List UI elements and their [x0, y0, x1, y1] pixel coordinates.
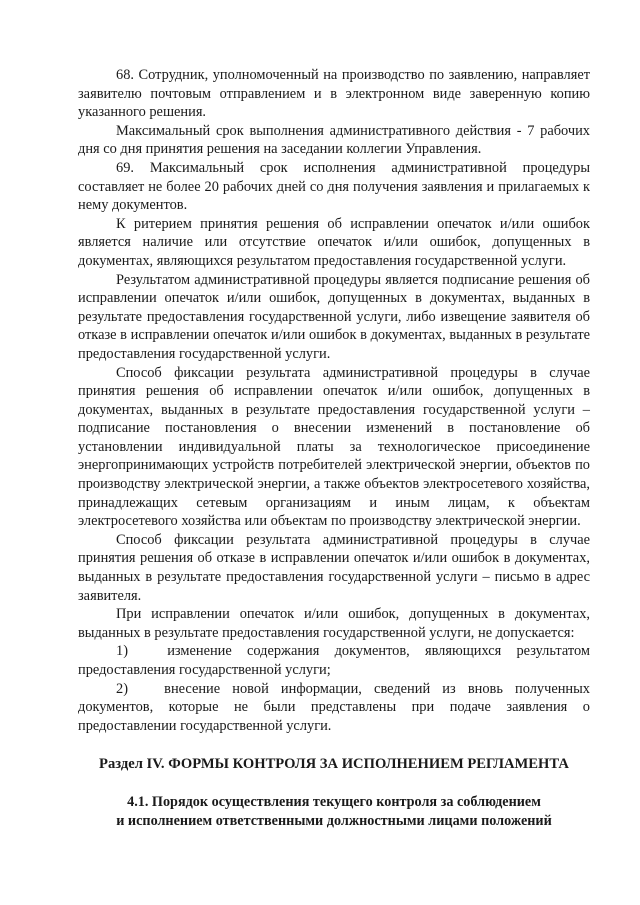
- list-item-text: изменение содержания документов, являющихся результатом предоставления государственной услуги;: [78, 643, 590, 678]
- list-item: [78, 680, 590, 736]
- paragraph: Максимальный срок выполнения административного действия - 7 рабочих дня со дня принятия решения на заседании коллегии Управления.: [78, 122, 590, 158]
- paragraph: 69. Максимальный срок исполнения административной процедуры составляет не более 20 рабочих дней со дня получения заявления и прилагаемых к нему документов.: [78, 159, 590, 214]
- document-page: [78, 66, 590, 831]
- paragraph: К ритерием принятия решения об исправлении опечаток и/или ошибок является наличие или отсутствие опечаток и/или ошибок, допущенных в документах, являющихся результатом предоставления государственной услуги.: [78, 215, 590, 269]
- section-title: Раздел IV. ФОРМЫ КОНТРОЛЯ ЗА ИСПОЛНЕНИЕМ РЕГЛАМЕНТА: [99, 756, 569, 773]
- paragraph: 68. Сотрудник, уполномоченный на производство по заявлению, направляет заявителю почтовым отправлением и в электронном виде заверенную копию указанного решения.: [78, 67, 590, 121]
- list-item-number: 1): [116, 643, 128, 660]
- list-item-number: 2): [116, 680, 128, 697]
- paragraph: Результатом административной процедуры является подписание решения об исправлении опечаток и/или ошибок, допущенных в документах, выданных в результате предоставления государственной услуги, либо извещение заявителя об отказе в исправлении опечаток и/или ошибок в документах, выданных в результате предоставления государственной услуги.: [78, 271, 590, 362]
- subsection-title-line: и исполнением ответственными должностными лицами положений: [116, 812, 552, 829]
- list-item-text: внесение новой информации, сведений из вновь полученных документов, которые не были представлены при подаче заявления о предоставлении государственной услуги.: [78, 680, 590, 734]
- subsection-title: [78, 793, 590, 830]
- paragraph: Способ фиксации результата административной процедуры в случае принятия решения об исправлении опечаток и/или ошибок, допущенных в документах, выданных в результате предоставления государственной услуги – подписание постановления о внесении изменений в постановление об установлении индивидуальной платы за технологическое присоединение энергопринимающих устройств потребителей электрической энергии, объектов по производству электрической энергии, а также объектов электросетевого хозяйства, принадлежащих сетевым организациям и иным лицам, к объектам электросетевого хозяйства или объектам по производству электрической энергии.: [78, 364, 590, 530]
- paragraph: Способ фиксации результата административной процедуры в случае принятия решения об отказе в исправлении опечаток и/или ошибок в документах, выданных в результате предоставления государственной услуги – письмо в адрес заявителя.: [78, 531, 590, 604]
- subsection-title-line: 4.1. Порядок осуществления текущего контроля за соблюдением: [127, 794, 541, 811]
- list-item: [78, 642, 590, 679]
- paragraph: При исправлении опечаток и/или ошибок, допущенных в документах, выданных в результате предоставления государственной услуги, не допускается:: [78, 606, 590, 641]
